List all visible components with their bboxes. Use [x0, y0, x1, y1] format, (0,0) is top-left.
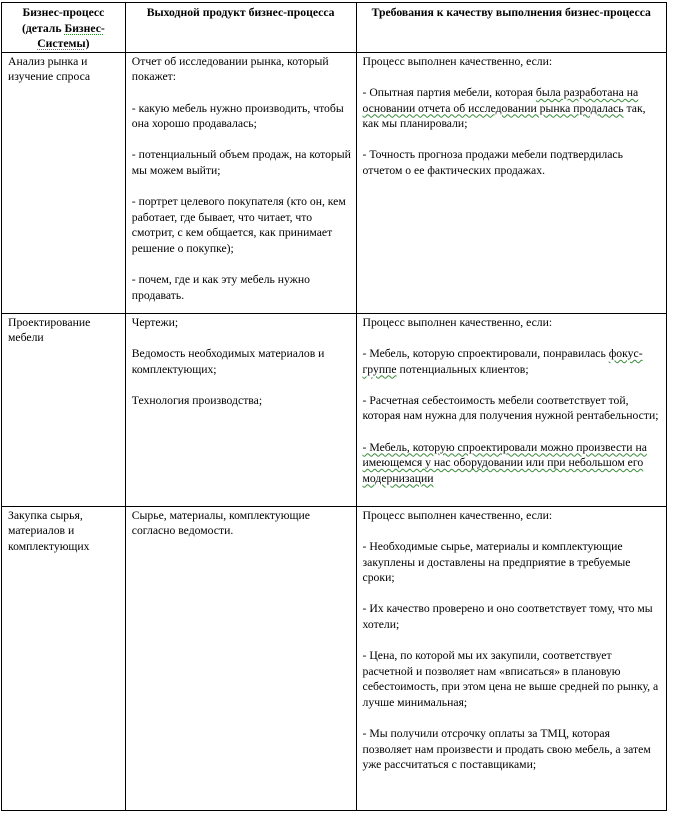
output-text: Отчет об исследовании рынка, который покажет:: [131, 54, 329, 84]
requirement-text: - Расчетная себестоимость мебели соответствует той, которая нам нужна для получения нужной рентабельности;: [362, 393, 659, 423]
business-process-table: [1, 2, 667, 811]
header-output-product: Выходной продукт бизнес-процесса: [125, 3, 356, 53]
requirement-text: - Необходимые сырье, материалы и комплектующие закуплены и доставлены на предприятие в требуемые сроки;: [362, 539, 631, 585]
table-header-row: [2, 3, 667, 53]
requirement-intro: Процесс выполнен качественно, если:: [362, 508, 553, 522]
table-row: [2, 313, 667, 506]
process-name-cell: Проектирование мебели: [2, 313, 126, 506]
output-cell: [125, 313, 356, 506]
requirement-text: - Их качество проверено и оно соответствует тому, что мы хотели;: [362, 602, 653, 631]
requirement-text: - Мебель, которую спроектировали, понравилась фокус-группе потенциальных клиентов;: [362, 346, 643, 376]
output-cell: [125, 506, 356, 810]
output-text: - потенциальный объем продаж, на который мы можем выйти;: [131, 148, 351, 177]
requirement-text: - Мебель, которую спроектировали можно произвести на имеющемся у нас оборудовании или при небольшом его модернизации: [362, 440, 647, 485]
output-text: Ведомость необходимых материалов и комплектующих;: [131, 346, 325, 376]
requirement-text: - Мы получили отсрочку оплаты за ТМЦ, которая позволяет нам произвести и продать свою мебель, а затем уже рассчитаться с поставщиками;: [362, 727, 651, 772]
process-name-cell: Анализ рынка и изучение спроса: [2, 52, 126, 313]
requirements-cell: [356, 313, 666, 506]
process-name-cell: Закупка сырья, материалов и комплектующих: [2, 506, 126, 810]
requirement-intro: Процесс выполнен качественно, если:: [362, 315, 553, 329]
output-text: - почем, где и как эту мебель нужно продавать.: [131, 273, 310, 302]
requirement-text: - Опытная партия мебели, которая была разработана на основании отчета об исследовании рынка продалась так, как мы планировали;: [362, 85, 646, 131]
header-business-process: Бизнес-процесс (деталь Бизнес-Системы): [2, 3, 126, 53]
output-cell: [125, 52, 356, 313]
table-row: [2, 52, 667, 313]
output-text: - какую мебель нужно производить, чтобы она хорошо продавалась;: [131, 101, 344, 131]
output-text: Технология производства;: [131, 393, 263, 407]
requirements-cell: [356, 52, 666, 313]
output-text: - портрет целевого покупателя (кто он, кем работает, где бывает, что читает, что смотрит, с кем общается, как принимает решение о покупке);: [131, 195, 346, 255]
requirement-text: - Точность прогноза продажи мебели подтвердилась отчетом о ее фактических продажах.: [362, 148, 623, 177]
requirement-text: - Цена, по которой мы их закупили, соответствует расчетной и позволяет нам «вписаться» в плановую себестоимость, при этом цена не выше средней по рынку, а лучше минимальная;: [362, 649, 659, 709]
requirements-cell: [356, 506, 666, 810]
header-quality-requirements: Требования к качеству выполнения бизнес-процесса: [356, 3, 666, 53]
output-text: Сырье, материалы, комплектующие согласно ведомости.: [131, 508, 310, 538]
table-row: [2, 506, 667, 810]
output-text: Чертежи;: [131, 315, 179, 329]
requirement-intro: Процесс выполнен качественно, если:: [362, 54, 553, 68]
